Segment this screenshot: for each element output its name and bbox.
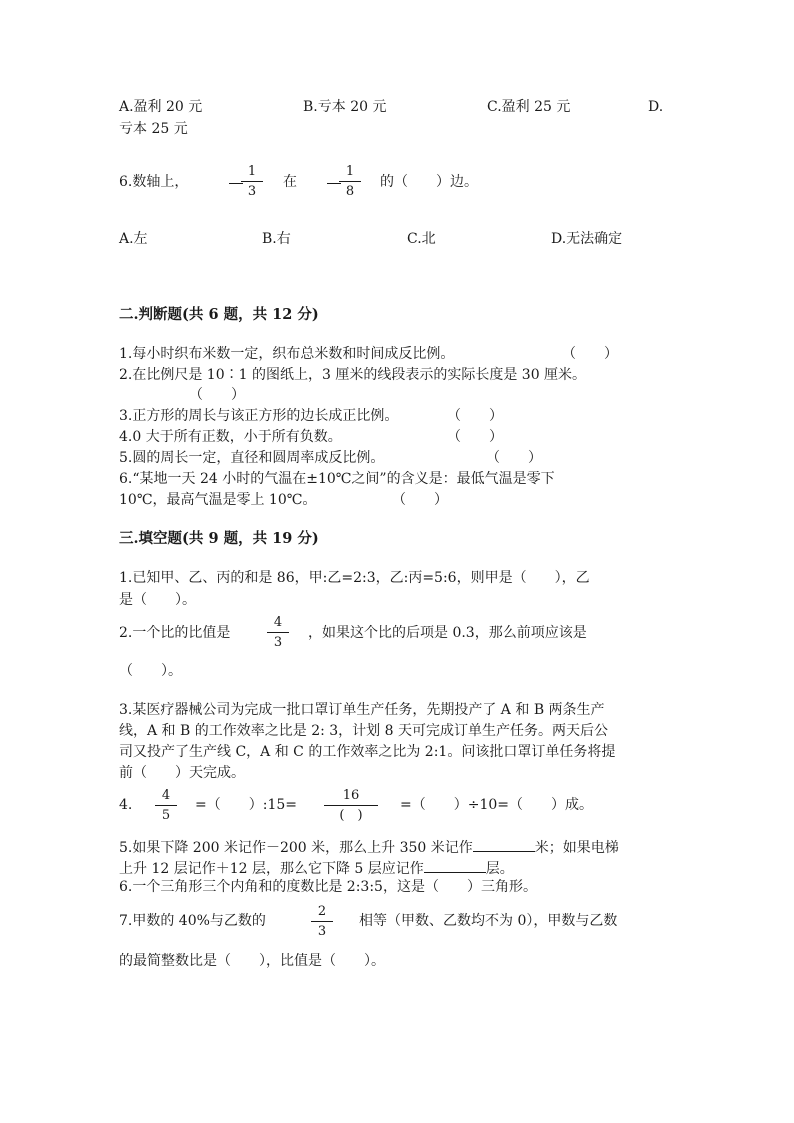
fraction-numerator: 2 [317, 904, 327, 919]
answer-paren: （ ） [447, 429, 503, 445]
q5-option-a: A.盈利 20 元 [119, 99, 203, 115]
fill-q2-suffix: ，如果这个比的后项是 0.3，那么前项应该是 [308, 625, 587, 641]
fill-q5-line2 [119, 858, 514, 878]
fill-q1-line2: 是（ ）。 [119, 592, 196, 608]
fill-q4-label: 4. [119, 797, 133, 813]
fraction-numerator: 4 [273, 615, 283, 630]
fraction [339, 164, 361, 199]
section-title-fill: 三.填空题(共 9 题，共 19 分) [119, 530, 319, 547]
fill-q6: 6.一个三角形三个内角和的度数比是 2:3:5，这是（ ）三角形。 [119, 879, 537, 895]
q6-option-c: C.北 [407, 231, 436, 247]
fraction [311, 904, 333, 939]
q6-option-a: A.左 [119, 231, 148, 247]
fraction-numerator: 4 [161, 788, 171, 803]
fraction [155, 788, 177, 823]
fraction-numerator: 16 [342, 788, 360, 803]
fill-q7-suffix: 相等（甲数、乙数均不为 0），甲数与乙数 [359, 913, 618, 929]
fraction [267, 615, 289, 650]
fraction [241, 164, 263, 199]
fraction-numerator: 1 [247, 164, 257, 179]
q6-mid: 在 [283, 174, 297, 190]
fraction-bar [241, 181, 263, 182]
q5-option-b: B.亏本 20 元 [303, 99, 387, 115]
answer-paren: （ ） [486, 450, 542, 466]
q5-option-d-cont: 亏本 25 元 [119, 121, 188, 137]
judgment-item-1: 1.每小时织布米数一定，织布总米数和时间成反比例。 [119, 346, 455, 362]
judgment-item-6: 6.“某地一天 24 小时的气温在±10℃之间”的含义是：最低气温是零下 [119, 471, 555, 487]
judgment-item-6-cont: 10℃，最高气温是零上 10℃。 [119, 492, 317, 508]
answer-paren: （ ） [189, 387, 245, 403]
fill-q2-line2: （ ）。 [119, 663, 182, 679]
fill-q2-prefix: 2.一个比的比值是 [119, 625, 231, 641]
answer-blank [424, 858, 486, 873]
fill-q7-prefix: 7.甲数的 40%与乙数的 [119, 913, 266, 929]
fraction-denominator: ( ) [339, 808, 363, 823]
fill-q4-part1: =（ ）:15= [195, 797, 297, 813]
fraction-bar [339, 181, 361, 182]
fill-q3-line2: 线，A 和 B 的工作效率之比是 2: 3，计划 8 天可完成订单生产任务。两天后公 [119, 723, 608, 739]
fraction-bar [155, 805, 177, 806]
q5-option-d: D. [648, 99, 664, 115]
answer-paren: （ ） [392, 492, 448, 508]
fraction-denominator: 8 [345, 184, 355, 199]
q6-suffix: 的（ ）边。 [380, 174, 478, 190]
fraction-denominator: 5 [161, 808, 171, 823]
judgment-item-4: 4.0 大于所有正数，小于所有负数。 [119, 429, 342, 445]
fill-q3-line3: 司又投产了生产线 C，A 和 C 的工作效率之比为 2:1。问该批口罩订单任务将提 [119, 744, 616, 760]
fill-q5-line2-a: 上升 12 层记作＋12 层，那么它下降 5 层应记作 [119, 861, 424, 877]
fraction-bar [267, 632, 289, 633]
judgment-item-5: 5.圆的周长一定，直径和圆周率成反比例。 [119, 450, 385, 466]
fill-q5-line2-b: 层。 [485, 861, 514, 877]
judgment-item-2: 2.在比例尺是 10∶1 的图纸上，3 厘米的线段表示的实际长度是 30 厘米。 [119, 367, 587, 383]
fill-q3-line1: 3.某医疗器械公司为完成一批口罩订单生产任务，先期投产了 A 和 B 两条生产 [119, 702, 605, 718]
fraction [324, 788, 378, 823]
q6-option-d: D.无法确定 [551, 231, 623, 247]
q6-option-b: B.右 [262, 231, 291, 247]
fill-q5-line1-b: 米；如果电梯 [534, 840, 619, 856]
fill-q7-line2: 的最简整数比是（ ），比值是（ ）。 [119, 953, 385, 969]
judgment-item-3: 3.正方形的周长与该正方形的边长成正比例。 [119, 408, 399, 424]
answer-paren: （ ） [447, 408, 503, 424]
fill-q1-line1: 1.已知甲、乙、丙的和是 86，甲:乙=2:3，乙:丙=5:6，则甲是（ ），乙 [119, 570, 590, 586]
fraction-denominator: 3 [247, 184, 257, 199]
fraction-numerator: 1 [345, 164, 355, 179]
fill-q3-line4: 前（ ）天完成。 [119, 765, 245, 781]
fraction-denominator: 3 [273, 635, 283, 650]
fill-q4-part2: =（ ）÷10=（ ）成。 [400, 797, 594, 813]
answer-blank [473, 837, 535, 852]
fraction-denominator: 3 [317, 924, 327, 939]
answer-paren: （ ） [562, 346, 618, 362]
fraction-bar [324, 805, 378, 806]
q6-prefix: 6.数轴上， [119, 174, 189, 190]
q5-option-c: C.盈利 25 元 [487, 99, 571, 115]
fraction-bar [311, 921, 333, 922]
section-title-judgment: 二.判断题(共 6 题，共 12 分) [119, 306, 319, 323]
fill-q5-line1-a: 5.如果下降 200 米记作－200 米，那么上升 350 米记作 [119, 840, 473, 856]
fill-q5-line1 [119, 837, 619, 857]
